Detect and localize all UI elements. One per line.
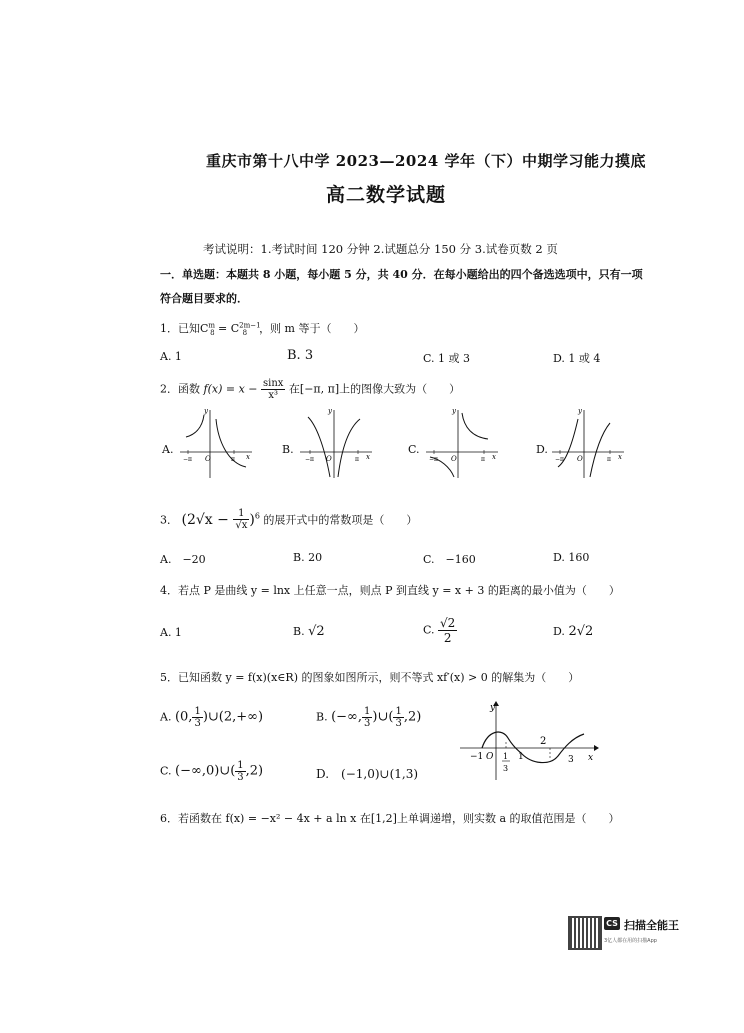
q3-option-d[interactable]: D. 160 — [553, 551, 590, 564]
q2-graph-a[interactable] — [176, 405, 256, 480]
q2-graph-d[interactable] — [548, 405, 628, 480]
q2-graph-b[interactable] — [296, 405, 376, 480]
q1-option-a[interactable]: A. 1 — [160, 350, 182, 363]
axis-x-label: x — [366, 453, 370, 461]
q2-number: 2．函数 — [160, 382, 200, 396]
camscanner-logo-icon: CS — [604, 917, 620, 930]
graph-tick-third-den: 3 — [503, 764, 509, 773]
section-heading: 一．单选题：本题共 8 小题，每小题 5 分，共 40 分．在每小题给出的四个备选选项中，只有一项 — [160, 268, 643, 281]
q1-combination: $C^m_8 = C^{2m-1}_8$ — [200, 321, 261, 338]
graph-tick-3: 3 — [568, 755, 574, 765]
axis-y-label: y — [328, 407, 332, 415]
q5-option-a[interactable]: A. (0, $\frac{1}{3}$ )∪(2,+∞) — [160, 706, 264, 729]
q2-function: f(x) = x − — [203, 382, 258, 396]
graph-origin: O — [486, 752, 494, 762]
qr-code-image — [568, 916, 602, 950]
q3-option-c[interactable]: C. −160 — [423, 553, 476, 566]
q4-option-a[interactable]: A. 1 — [160, 626, 182, 639]
q2-fraction: $\frac{\sin x}{\text{x³}}$ — [263, 378, 284, 401]
origin-label: O — [577, 455, 583, 463]
origin-label: O — [451, 455, 457, 463]
tick-pos-pi: π — [607, 456, 611, 463]
exam-subtitle: 高二数学试题 — [326, 184, 447, 206]
q3-option-b[interactable]: B. 20 — [293, 551, 323, 564]
axis-x-label: x — [492, 453, 496, 461]
axis-x-label: x — [246, 453, 250, 461]
axis-y-label: y — [452, 407, 456, 415]
question-1 — [160, 320, 365, 337]
q5-function-graph — [458, 702, 598, 782]
graph-x-label: x — [588, 753, 594, 763]
graph-tick-1: 1 — [518, 752, 524, 762]
axis-x-label: x — [618, 453, 622, 461]
q2-label-a[interactable]: A. — [162, 443, 174, 456]
tick-pos-pi: π — [355, 456, 359, 463]
q2-tail: 在[−π, π]上的图像大致为（ ） — [288, 382, 461, 396]
q5-option-d[interactable]: D. (−1,0)∪(1,3) — [316, 767, 419, 781]
q2-label-d[interactable]: D. — [536, 443, 548, 456]
graph-tick-neg1: −1 — [470, 752, 484, 762]
q3-number: 3． — [160, 513, 178, 527]
q1-option-b[interactable]: B. 3 — [287, 348, 314, 363]
exam-title: 重庆市第十八中学 2023—2024 学年（下）中期学习能力摸底 — [206, 152, 646, 170]
tick-pos-pi: π — [481, 456, 485, 463]
tick-neg-pi: −π — [305, 456, 314, 463]
question-5: 5．已知函数 y = f(x)(x∈R) 的图象如图所示，则不等式 xf′(x) > 0 的解集为（ ） — [160, 671, 580, 684]
tick-neg-pi: −π — [429, 456, 438, 463]
origin-label: O — [326, 455, 332, 463]
tick-neg-pi: −π — [183, 456, 192, 463]
watermark-name: 扫描全能王 — [624, 919, 679, 932]
graph-tick-2: 2 — [540, 736, 547, 747]
question-2 — [160, 378, 460, 401]
q5-option-b[interactable]: B. (−∞, $\frac{1}{3}$ )∪( $\frac{1}{3}$ ,2) — [316, 706, 422, 729]
q1-number: 1．已知 — [160, 322, 200, 335]
tick-pos-pi: π — [231, 456, 235, 463]
question-4: 4．若点 P 是曲线 y = lnx 上任意一点，则点 P 到直线 y = x + 3 的距离的最小值为（ ） — [160, 584, 620, 597]
q3-binomial: (2√x − $\frac{1}{√x}$ )$^6$ — [181, 508, 260, 531]
tick-neg-pi: −π — [555, 456, 564, 463]
q1-option-d[interactable]: D. 1 或 4 — [553, 352, 601, 365]
q1-tail: ，则 m 等于（ ） — [259, 322, 365, 335]
q2-label-c[interactable]: C. — [408, 443, 420, 456]
graph-y-label: y — [490, 703, 496, 713]
question-3 — [160, 508, 417, 531]
origin-label: O — [205, 455, 211, 463]
q4-option-c[interactable]: C. $\frac{√2}{2}$ — [423, 616, 456, 645]
q2-label-b[interactable]: B. — [282, 443, 294, 456]
q3-option-a[interactable]: A. −20 — [160, 553, 206, 566]
graph-tick-third-num: 1 — [503, 752, 509, 761]
watermark-subtitle: 3亿人都在用的扫描App — [604, 938, 657, 944]
question-6: 6．若函数在 f(x) = −x² − 4x + a ln x 在[1,2]上单调递增，则实数 a 的取值范围是（ ） — [160, 812, 620, 825]
q1-option-c[interactable]: C. 1 或 3 — [423, 352, 471, 365]
q3-tail: 的展开式中的常数项是（ ） — [263, 513, 418, 527]
axis-y-label: y — [204, 407, 208, 415]
q4-option-d[interactable]: D. 2√2 — [553, 624, 594, 639]
q4-option-b[interactable]: B. √2 — [293, 624, 325, 639]
axis-y-label: y — [578, 407, 582, 415]
q2-graph-c[interactable] — [422, 405, 502, 480]
section-heading-cont: 符合题目要求的． — [160, 292, 248, 305]
q5-option-c[interactable]: C. (−∞,0)∪( $\frac{1}{3}$ ,2) — [160, 760, 264, 783]
exam-notes: 考试说明：1.考试时间 120 分钟 2.试题总分 150 分 3.试卷页数 2 页 — [203, 242, 558, 256]
